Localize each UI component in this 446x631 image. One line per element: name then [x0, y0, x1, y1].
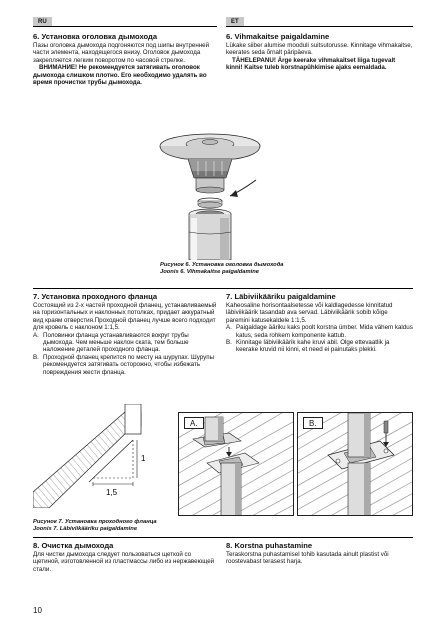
figure-7-panel-a — [178, 412, 294, 516]
language-tag-ru: RU — [33, 17, 52, 27]
page-number: 10 — [33, 606, 42, 615]
section-6-ru-title: 6. Установка оголовка дымохода — [33, 32, 158, 41]
dimension-vertical: 1 — [141, 454, 146, 463]
list-text: Половинки фланца устанавливаются вокруг трубы дымохода. Чем меньше наклон ската, тем больше наложение деталей проходного фланца. — [43, 331, 189, 354]
list-marker: A. — [226, 324, 232, 332]
figure-7-panel-b — [297, 412, 413, 516]
list-marker: B. — [226, 339, 232, 347]
list-marker: A. — [33, 331, 39, 339]
list-text: Kinnitage läbiviikäärik kahe kruvi abil. Olge ettevaatlik ja keerake kruvid nii kinni, et need ei painutaks plekki. — [236, 339, 390, 354]
section-6-et — [226, 32, 413, 72]
list-item — [33, 332, 217, 354]
figure-6-illustration — [130, 128, 290, 260]
dimension-horizontal: 1,5 — [106, 488, 118, 497]
figure-7-panel-b-label: B. — [303, 417, 323, 429]
header-rule-left — [33, 26, 217, 27]
header-rule-right — [226, 26, 413, 27]
section-6-ru — [33, 32, 217, 86]
section-6-et-title: 6. Vihmakaitse paigaldamine — [226, 32, 330, 41]
figure-6-caption — [160, 262, 284, 276]
section-divider — [33, 537, 413, 538]
figure-7-caption-ru: Рисунок 7. Установка проходного фланца — [33, 519, 157, 525]
section-7-et-title: 7. Läbiviikääriku paigaldamine — [226, 292, 336, 301]
list-text: Проходной фланец крепится по месту на шурупах. Шурупы рекомендуется затягивать осторожно, чтобы избежать повреждения жести фланца. — [43, 353, 215, 376]
section-7-ru-body: Состоящий из 2-х частей проходной фланец, устанавливаемый на горизонтальных и наклонных потолках, придает аккуратный вид краям отверстия.Проходной фланец лучше всего подходит для кровель с наклоном 1:1,5. — [33, 302, 217, 332]
section-8-et-title: 8. Korstna puhastamine — [226, 541, 313, 550]
figure-7-panel-a-label: A. — [184, 417, 204, 429]
section-6-ru-warning: ВНИМАНИЕ! Не рекомендуется затягивать оголовок дымохода слишком плотно. Его необходимо удалять во время прочистки трубы дымохода. — [33, 64, 207, 87]
list-item — [226, 324, 413, 339]
section-8-ru — [33, 541, 217, 573]
section-8-et — [226, 541, 413, 566]
list-marker: B. — [33, 353, 39, 361]
section-divider — [33, 288, 413, 289]
list-item — [33, 354, 217, 376]
list-text: Paigaldage ääriku kaks poolt korstna ümber. Mida vähem kaldus katus, seda rohkem komponente kattub. — [236, 324, 413, 339]
language-tag-et: ET — [226, 17, 244, 27]
section-8-et-body: Teraskorstna puhastamisel tohib kasutada ainult plastist või roostevabast terasest harja. — [226, 551, 389, 566]
section-7-et — [226, 292, 413, 354]
section-6-ru-body: Пазы оголовка дымохода подгоняются под шипы внутренней части элемента, находящегося внизу. Оголовок дымохода закрепляется легким поворотом по часовой стрелке. — [33, 42, 210, 64]
section-8-ru-title: 8. Очистка дымохода — [33, 541, 114, 550]
figure-7-roof-slope-diagram — [33, 404, 173, 508]
section-7-ru — [33, 292, 217, 376]
list-item — [226, 339, 413, 354]
section-7-et-body: Kaheosaline horisontaalsetesse või kaldlagedesse kinnitatud läbiviikäärik tasandab ava servad. Läbiviikäärik sobib kõige paremini katusekaldele 1:1,5. — [226, 302, 393, 324]
section-6-et-warning: TÄHELEPANU! Ärge keerake vihmakaitset liiga tugevalt kinni! Kaitse tuleb korstnapühkimise ajaks eemaldada. — [226, 56, 396, 72]
figure-7-caption-et: Joonis 7. Läbiviikääriku paigaldamine — [33, 525, 138, 532]
section-7-ru-title: 7. Установка проходного фланца — [33, 292, 158, 301]
figure-6-caption-ru: Рисунок 6. Установка оголовка дымохода — [160, 262, 284, 268]
section-8-ru-body: Для чистки дымохода следует пользоваться щеткой со щетиной, изготовленной из пластмассы либо из нержавеющей стали. — [33, 551, 215, 573]
figure-6-caption-et: Joonis 6. Vihmakaitse paigaldamine — [160, 268, 260, 275]
section-6-et-body: Lükake siiber alumise mooduli suitsutorusse. Kinnitage vihmakaitse, keerates seda õrnalt päripäeva. — [226, 42, 413, 57]
figure-7-caption — [33, 519, 157, 533]
